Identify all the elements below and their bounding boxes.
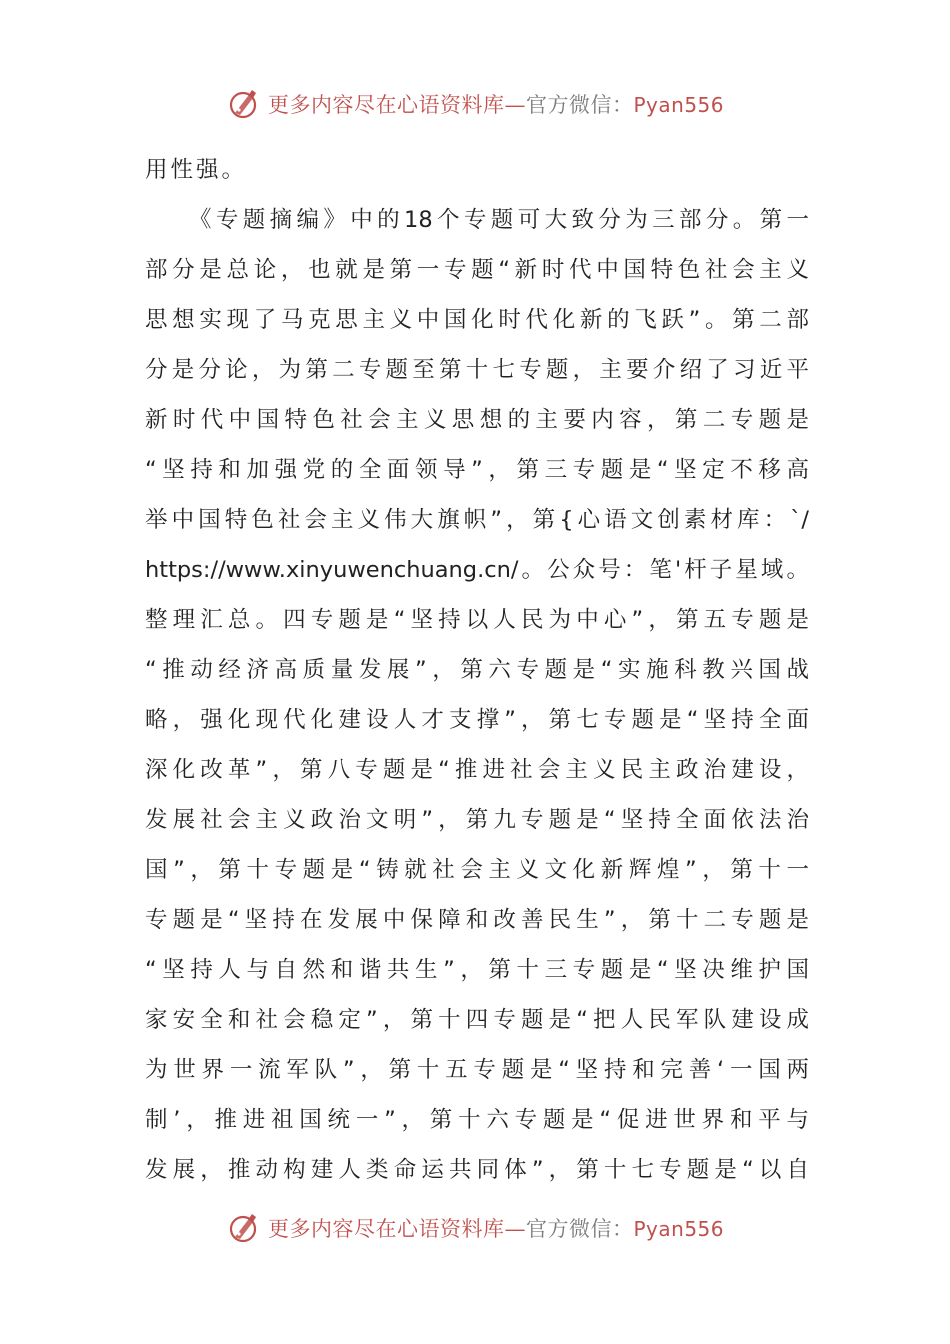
pen-nib-logo-icon bbox=[226, 86, 262, 122]
text-line: 部分是总论，也就是第一专题“新时代中国特色社会主义 bbox=[145, 257, 809, 283]
footer-contact-text: 官方微信： bbox=[525, 1217, 634, 1241]
text-line: 制’，推进祖国统一”，第十六专题是“促进世界和平与 bbox=[145, 1107, 809, 1133]
text-line: 新时代中国特色社会主义思想的主要内容，第二专题是 bbox=[145, 407, 809, 433]
text-line: “推动经济高质量发展”，第六专题是“实施科教兴国战 bbox=[145, 657, 809, 683]
footer-contact-id: Pyan556 bbox=[633, 1217, 724, 1241]
text-line: 发展社会主义政治文明”，第九专题是“坚持全面依法治 bbox=[145, 807, 809, 833]
text-line: https://www.xinyuwenchuang.cn/。公众号：笔'杆子星域。 bbox=[145, 557, 809, 583]
text-line: 发展，推动构建人类命运共同体”，第十七专题是“以自 bbox=[145, 1157, 809, 1183]
body-text bbox=[145, 145, 809, 1195]
header-contact-id: Pyan556 bbox=[633, 93, 724, 117]
footer-banner bbox=[0, 1208, 950, 1248]
footer-site-text: 更多内容尽在心语资料库— bbox=[267, 1217, 526, 1241]
text-line: 深化改革”，第八专题是“推进社会主义民主政治建设， bbox=[145, 757, 809, 783]
text-line: 整理汇总。四专题是“坚持以人民为中心”，第五专题是 bbox=[145, 607, 809, 633]
text-line: 用性强。 bbox=[145, 157, 248, 183]
text-line: 分是分论，为第二专题至第十七专题，主要介绍了习近平 bbox=[145, 357, 809, 383]
text-line: 为世界一流军队”，第十五专题是“坚持和完善‘一国两 bbox=[145, 1057, 809, 1083]
footer-banner-text bbox=[268, 1213, 724, 1243]
text-line: 略，强化现代化建设人才支撑”，第七专题是“坚持全面 bbox=[145, 707, 809, 733]
header-banner bbox=[0, 84, 950, 124]
header-site-text: 更多内容尽在心语资料库— bbox=[267, 93, 526, 117]
text-line: “坚持和加强党的全面领导”，第三专题是“坚定不移高 bbox=[145, 457, 809, 483]
header-banner-text bbox=[268, 89, 724, 119]
text-line: 《专题摘编》中的18个专题可大致分为三部分。第一 bbox=[189, 207, 809, 233]
text-line: “坚持人与自然和谐共生”，第十三专题是“坚决维护国 bbox=[145, 957, 809, 983]
pen-nib-logo-icon bbox=[226, 1210, 262, 1246]
text-line: 家安全和社会稳定”，第十四专题是“把人民军队建设成 bbox=[145, 1007, 809, 1033]
text-line: 举中国特色社会主义伟大旗帜”，第{心语文创素材库：`/ bbox=[145, 507, 809, 533]
header-contact-text: 官方微信： bbox=[525, 93, 634, 117]
text-line: 思想实现了马克思主义中国化时代化新的飞跃”。第二部 bbox=[145, 307, 809, 333]
text-line: 专题是“坚持在发展中保障和改善民生”，第十二专题是 bbox=[145, 907, 809, 933]
text-line: 国”，第十专题是“铸就社会主义文化新辉煌”，第十一 bbox=[145, 857, 809, 883]
